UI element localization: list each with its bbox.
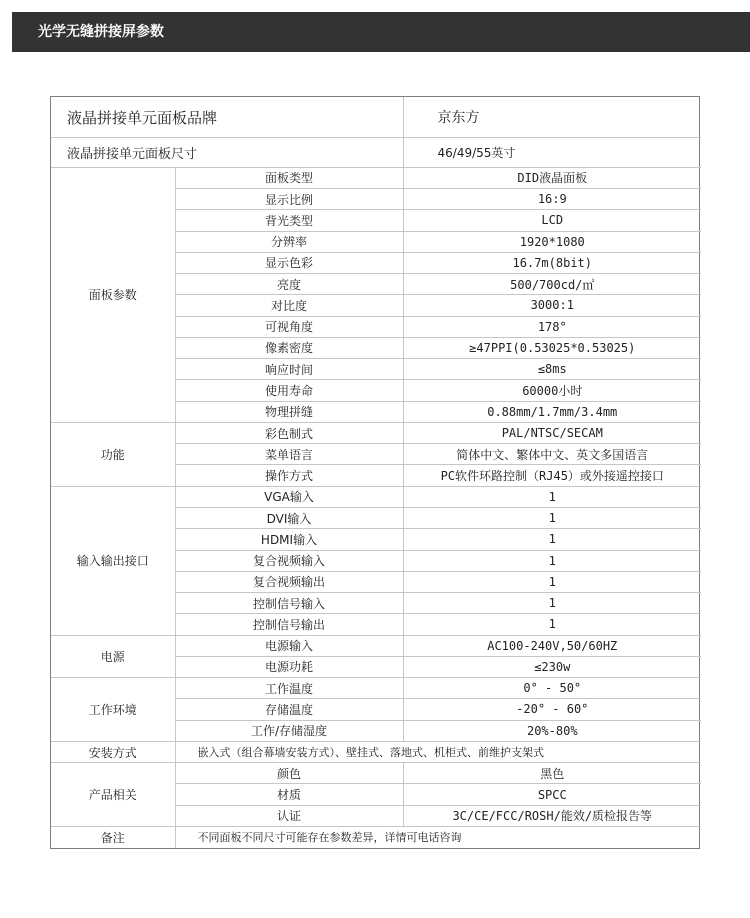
- param-value: ≤230w: [403, 656, 701, 677]
- param-name: HDMI输入: [175, 529, 403, 550]
- param-name: 彩色制式: [175, 422, 403, 443]
- param-value: DID液晶面板: [403, 167, 701, 188]
- size-label: 液晶拼接单元面板尺寸: [51, 138, 403, 167]
- param-value: 20%-80%: [403, 720, 701, 741]
- spec-note: 不同面板不同尺寸可能存在参数差异，详情可电话咨询: [175, 826, 701, 848]
- param-value: PC软件环路控制（RJ45）或外接遥控接口: [403, 465, 701, 486]
- param-name: 对比度: [175, 295, 403, 316]
- param-name: 菜单语言: [175, 444, 403, 465]
- category-label: 输入输出接口: [51, 486, 175, 635]
- param-name: 可视角度: [175, 316, 403, 337]
- spec-row: [51, 678, 701, 699]
- param-value: 1: [403, 507, 701, 528]
- param-value: SPCC: [403, 784, 701, 805]
- param-name: 工作/存储湿度: [175, 720, 403, 741]
- param-name: 像素密度: [175, 337, 403, 358]
- param-value: AC100-240V,50/60HZ: [403, 635, 701, 656]
- param-value: 1: [403, 614, 701, 635]
- param-name: 复合视频输出: [175, 571, 403, 592]
- spec-note: 嵌入式（组合幕墙安装方式）、壁挂式、落地式、机柜式、前维护支架式: [175, 741, 701, 762]
- param-name: 控制信号输出: [175, 614, 403, 635]
- spec-row: [51, 422, 701, 443]
- param-name: 存储温度: [175, 699, 403, 720]
- param-value: 0° - 50°: [403, 678, 701, 699]
- param-value: 3000:1: [403, 295, 701, 316]
- param-name: 亮度: [175, 274, 403, 295]
- param-value: 16.7m(8bit): [403, 252, 701, 273]
- param-name: 电源功耗: [175, 656, 403, 677]
- param-name: 电源输入: [175, 635, 403, 656]
- param-name: VGA输入: [175, 486, 403, 507]
- param-name: 响应时间: [175, 359, 403, 380]
- category-label: 功能: [51, 422, 175, 486]
- param-value: 0.88mm/1.7mm/3.4mm: [403, 401, 701, 422]
- param-name: 显示比例: [175, 188, 403, 209]
- param-value: ≥47PPI(0.53025*0.53025): [403, 337, 701, 358]
- brand-row: [51, 97, 701, 138]
- spec-row: [51, 741, 701, 762]
- spec-table: [50, 96, 700, 849]
- spec-row: [51, 167, 701, 188]
- param-value: -20° - 60°: [403, 699, 701, 720]
- param-value: 16:9: [403, 188, 701, 209]
- param-name: 操作方式: [175, 465, 403, 486]
- brand-value: 京东方: [403, 97, 701, 138]
- size-value: 46/49/55英寸: [403, 138, 701, 167]
- param-name: 面板类型: [175, 167, 403, 188]
- category-label: 面板参数: [51, 167, 175, 422]
- spec-row: [51, 826, 701, 848]
- category-label: 安装方式: [51, 741, 175, 762]
- page-title: 光学无缝拼接屏参数: [38, 24, 164, 40]
- param-value: 3C/CE/FCC/ROSH/能效/质检报告等: [403, 805, 701, 826]
- param-name: 分辨率: [175, 231, 403, 252]
- category-label: 产品相关: [51, 763, 175, 827]
- spec-row: [51, 486, 701, 507]
- param-value: 1: [403, 486, 701, 507]
- param-value: 1: [403, 529, 701, 550]
- param-value: 1: [403, 571, 701, 592]
- param-name: 工作温度: [175, 678, 403, 699]
- param-name: DVI输入: [175, 507, 403, 528]
- brand-label: 液晶拼接单元面板品牌: [51, 97, 403, 138]
- param-name: 显示色彩: [175, 252, 403, 273]
- param-value: 1: [403, 593, 701, 614]
- size-row: [51, 138, 701, 167]
- category-label: 备注: [51, 826, 175, 848]
- param-name: 认证: [175, 805, 403, 826]
- category-label: 工作环境: [51, 678, 175, 742]
- param-name: 使用寿命: [175, 380, 403, 401]
- param-value: 178°: [403, 316, 701, 337]
- param-value: 1920*1080: [403, 231, 701, 252]
- param-value: 黑色: [403, 763, 701, 784]
- page-header: [12, 12, 750, 52]
- spec-row: [51, 635, 701, 656]
- param-name: 物理拼缝: [175, 401, 403, 422]
- param-value: PAL/NTSC/SECAM: [403, 422, 701, 443]
- param-name: 材质: [175, 784, 403, 805]
- param-value: 简体中文、繁体中文、英文多国语言: [403, 444, 701, 465]
- param-value: 500/700cd/㎡: [403, 274, 701, 295]
- param-value: ≤8ms: [403, 359, 701, 380]
- param-name: 复合视频输入: [175, 550, 403, 571]
- param-name: 颜色: [175, 763, 403, 784]
- spec-row: [51, 763, 701, 784]
- param-value: 60000小时: [403, 380, 701, 401]
- param-name: 背光类型: [175, 210, 403, 231]
- param-value: LCD: [403, 210, 701, 231]
- param-value: 1: [403, 550, 701, 571]
- category-label: 电源: [51, 635, 175, 678]
- param-name: 控制信号输入: [175, 593, 403, 614]
